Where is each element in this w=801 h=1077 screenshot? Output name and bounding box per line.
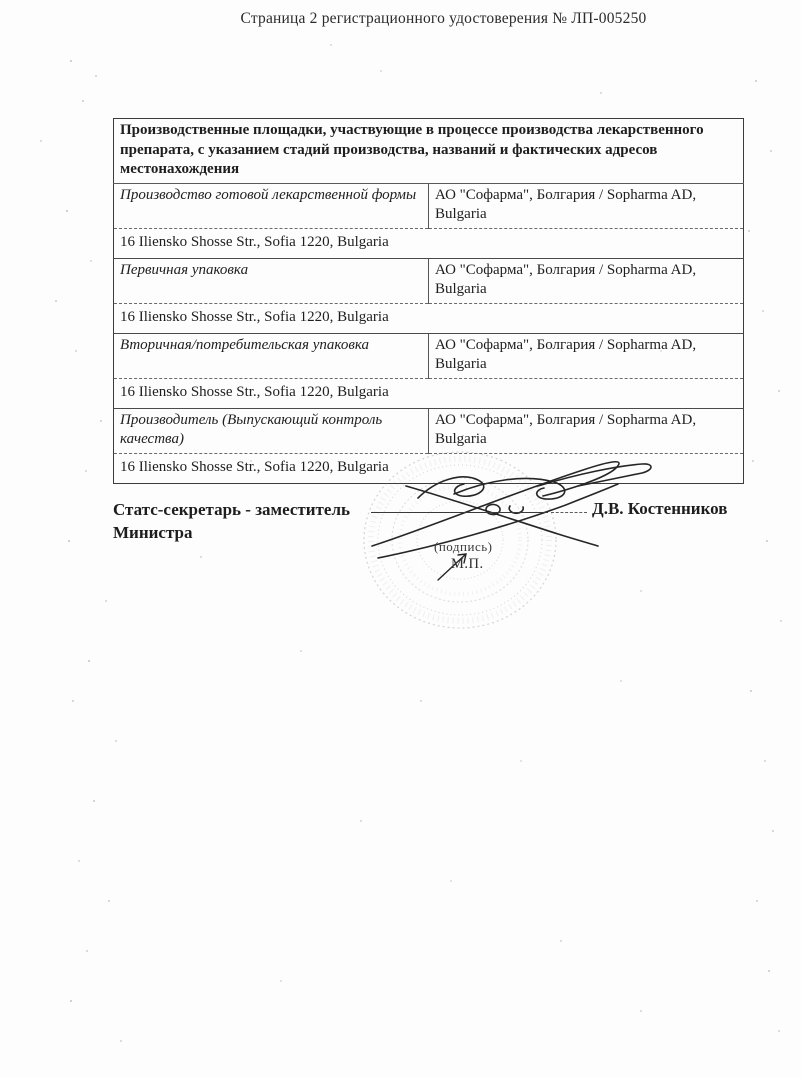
production-sites-table bbox=[113, 118, 744, 484]
table-title: Производственные площадки, участвующие в процессе производства лекарственного препарата, с указанием стадий производства, названий и фактических адресов местонахождения bbox=[114, 119, 744, 184]
table-row bbox=[114, 183, 744, 228]
manufacturer-cell: АО "Софарма", Болгария / Sopharma AD, Bulgaria bbox=[429, 408, 744, 453]
table-row bbox=[114, 333, 744, 378]
official-seal bbox=[358, 446, 663, 641]
signature-scribble bbox=[372, 462, 651, 580]
signature-caption: (подпись) bbox=[434, 539, 493, 554]
signatory-name: Д.В. Костенников bbox=[592, 499, 728, 518]
table-title-row bbox=[114, 119, 744, 184]
scan-noise-speckles bbox=[0, 0, 2, 2]
address-cell: 16 Iliensko Shosse Str., Sofia 1220, Bulgaria bbox=[114, 453, 744, 483]
table-row bbox=[114, 303, 744, 333]
stage-cell: Первичная упаковка bbox=[114, 258, 429, 303]
address-cell: 16 Iliensko Shosse Str., Sofia 1220, Bulgaria bbox=[114, 378, 744, 408]
signature-line bbox=[371, 512, 548, 513]
seal-caption: М.П. bbox=[451, 556, 484, 572]
manufacturer-cell: АО "Софарма", Болгария / Sopharma AD, Bulgaria bbox=[429, 258, 744, 303]
manufacturer-cell: АО "Софарма", Болгария / Sopharma AD, Bulgaria bbox=[429, 183, 744, 228]
stage-cell: Вторичная/потребительская упаковка bbox=[114, 333, 429, 378]
manufacturer-cell: АО "Софарма", Болгария / Sopharma AD, Bulgaria bbox=[429, 333, 744, 378]
stage-cell: Производство готовой лекарственной формы bbox=[114, 183, 429, 228]
stage-cell: Производитель (Выпускающий контроль качества) bbox=[114, 408, 429, 453]
table-row bbox=[114, 378, 744, 408]
address-cell: 16 Iliensko Shosse Str., Sofia 1220, Bulgaria bbox=[114, 303, 744, 333]
table-row bbox=[114, 258, 744, 303]
page-header: Страница 2 регистрационного удостоверения № ЛП-005250 bbox=[240, 10, 647, 27]
signature-line-dots bbox=[551, 512, 587, 513]
signatory-title: Статс-секретарь - заместитель Министра bbox=[113, 500, 350, 542]
address-cell: 16 Iliensko Shosse Str., Sofia 1220, Bulgaria bbox=[114, 228, 744, 258]
table-row bbox=[114, 228, 744, 258]
